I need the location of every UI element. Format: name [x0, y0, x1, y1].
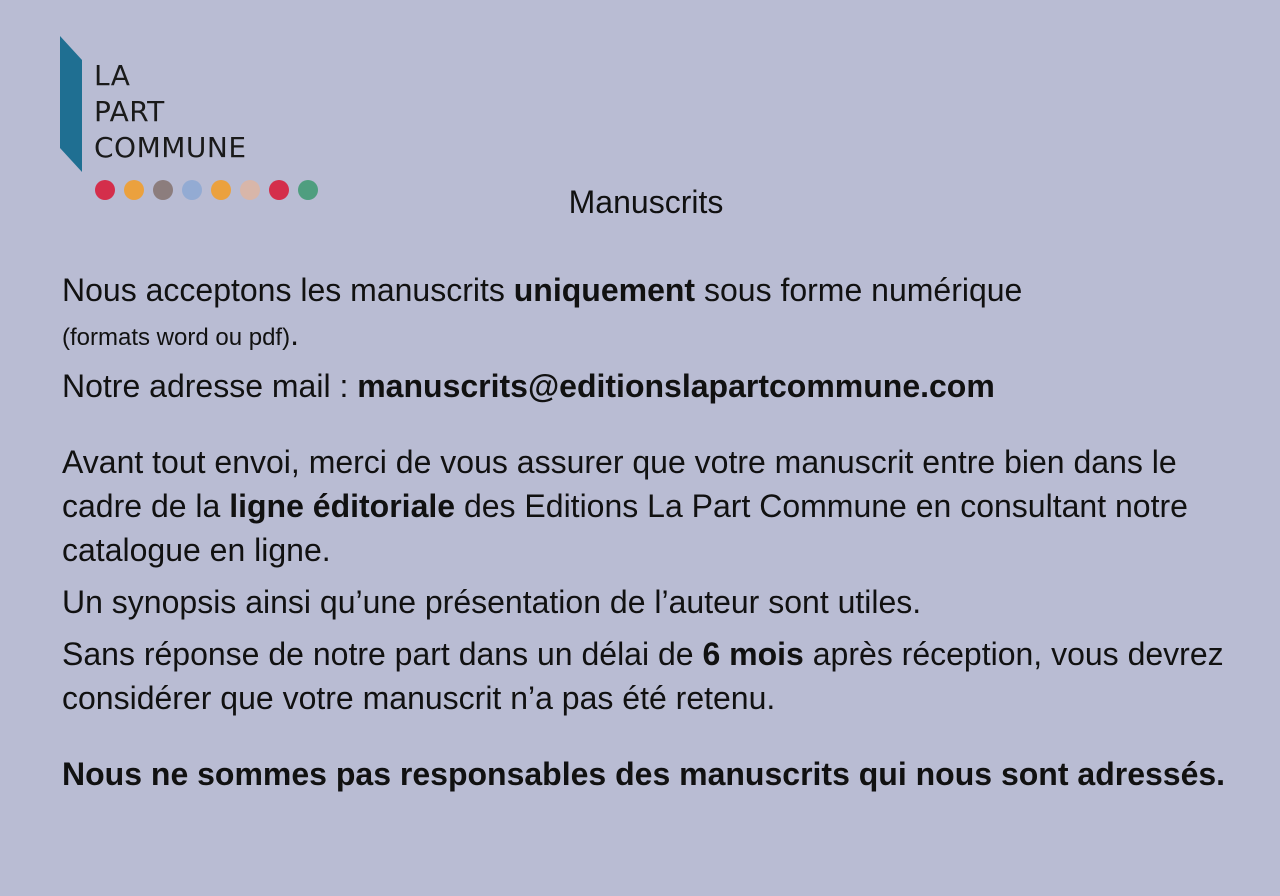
logo-bar-icon — [60, 36, 88, 174]
synopsis-paragraph: Un synopsis ainsi qu’une présentation de l’auteur sont utiles. — [62, 584, 922, 620]
text: après réception, vous devrez considérer que votre manuscrit n’a pas été retenu. — [62, 636, 1224, 716]
email-address: manuscrits@editionslapartcommune.com — [357, 368, 995, 404]
manuscript-guidelines — [62, 268, 1242, 796]
disclaimer-paragraph: Nous ne sommes pas responsables des manuscrits qui nous sont adressés. — [62, 756, 1226, 792]
text: . — [290, 316, 299, 352]
publisher-logo — [60, 36, 330, 206]
logo-line-part: PART — [94, 95, 165, 128]
logo-line-la: LA — [94, 59, 131, 92]
text: Nous acceptons les manuscrits — [62, 272, 514, 308]
page-title: Manuscrits — [568, 184, 724, 220]
emphasis: ligne éditoriale — [229, 488, 456, 524]
text: sous forme numérique — [695, 272, 1023, 308]
emphasis: uniquement — [513, 272, 696, 308]
formats-note: (formats word ou pdf) — [62, 324, 291, 351]
email-paragraph — [62, 364, 1242, 408]
logo-wordmark — [94, 58, 247, 166]
email-label: Notre adresse mail : — [62, 368, 358, 404]
text: Avant tout envoi, merci de vous assurer que votre manuscrit entre bien dans le cadre de la — [62, 444, 1177, 524]
text: des Editions La Part Commune en consultant notre catalogue en ligne. — [62, 488, 1188, 568]
response-delay-paragraph — [62, 632, 1242, 720]
digital-format-paragraph — [62, 268, 1242, 356]
text: Sans réponse de notre part dans un délai de — [62, 636, 703, 672]
logo-line-commune: COMMUNE — [94, 131, 247, 164]
emphasis: 6 mois — [702, 636, 804, 672]
editorial-line-paragraph — [62, 440, 1242, 572]
